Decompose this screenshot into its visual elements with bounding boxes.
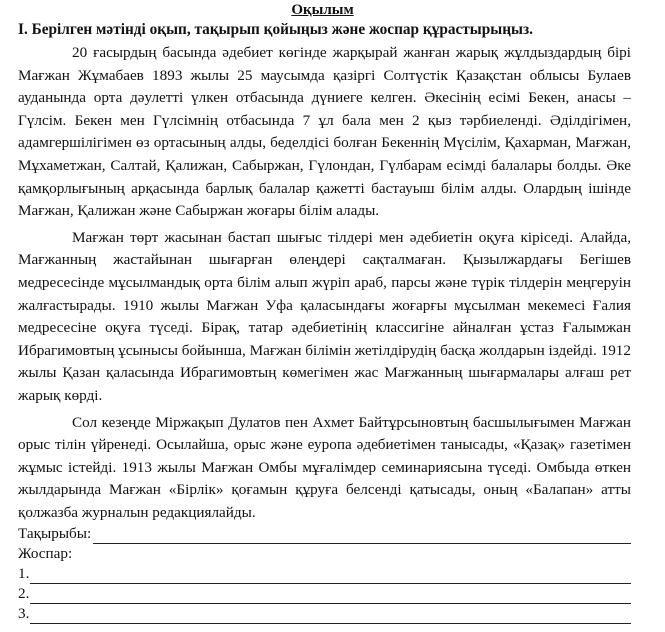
topic-label: Тақырыбы: bbox=[18, 525, 92, 543]
paragraph-1: 20 ғасырдың басында әдебиет көгінде жарқырай жанған жарық жұлдыздардың бірі Мағжан Жұмабаев 1893 жылы 25 маусымда қазіргі Солтүстік Қазақстан облысы Булаев ауданында орта дәулетті үлкен отбасында дүниеге келген. Әкесінің есімі Бекен, анасы – Гүлсім. Бекен мен Гүлсімнің отбасында 7 ұл бала мен 2 қыз тәрбиеленді. Әділдігімен, адамгершілігімен өз ортасының алды, беделдісі болған Бекеннің Мүсілім, Қахарман, Мағжан, Мұхаметжан, Салтай, Қалижан, Сабыржан, Гүлондан, Гүлбарам есімді балалары болды. Әке қамқорлығының арқасында барлық балалар қажетті бастауыш білім алды. Олардың ішінде Мағжан, Қалижан және Сабыржан жоғары білім алады. bbox=[18, 44, 631, 220]
paragraph-2: Мағжан төрт жасынан бастап шығыс тілдері мен әдебиетін оқуға кіріседі. Алайда, Мағжанның жастайынан шығарған өлеңдері сақталмаған. Қызылжардағы Бегішев медресесінде мұсылмандық орта білім алып жүріп араб, парсы және түрік тілдерін меңгеруін жалғастырады. 1910 жылы Мағжан Уфа қаласындағы жоғарғы мұсылман мекемесі Ғалия медресесіне оқуға түседі. Бірақ, татар әдебиетінің классигіне айналған ұстаз Ғалымжан Ибрагимовтың ұсынысы бойынша, Мағжан білімін жетілдірудің басқа жолдарын іздейді. 1912 жылы Қазан қаласында Ибрагимовтың көмегімен жас Мағжанның шығармалары алғаш рет жарық көрді. bbox=[18, 228, 631, 404]
plan-item-number: 3. bbox=[18, 605, 30, 623]
plan-answer-line[interactable] bbox=[30, 608, 631, 624]
plan-item-1 bbox=[14, 564, 631, 584]
plan-item-2 bbox=[14, 584, 631, 604]
plan-item-number: 1. bbox=[18, 565, 30, 583]
plan-answer-line[interactable] bbox=[30, 568, 631, 584]
topic-answer-line[interactable] bbox=[93, 528, 631, 544]
paragraph-3: Сол кезеңде Міржақып Дулатов пен Ахмет Байтұрсыновтың басшылығымен Мағжан орыс тілін үйренеді. Осылайша, орыс және еуропа әдебиетімен танысады, «Қазақ» газетімен жұмыс істейді. 1913 жылы Мағжан Омбы мұғалімдер семинариясына түседі. Омбыда өткен жылдарында Мағжан «Бірлік» қоғамын құруға белсенді қатысады, оның «Балапан» атты қолжазба журналын редакциялайды. bbox=[18, 413, 631, 521]
plan-item-3 bbox=[14, 604, 631, 624]
section-title: Оқылым bbox=[291, 2, 354, 18]
topic-field bbox=[14, 524, 631, 544]
task-instruction: I. Берілген мәтінді оқып, тақырып қойыңыз және жоспар құрастырыңыз. bbox=[18, 21, 533, 38]
plan-label: Жоспар: bbox=[18, 545, 73, 563]
plan-answer-line[interactable] bbox=[30, 588, 631, 604]
plan-item-number: 2. bbox=[18, 585, 30, 603]
